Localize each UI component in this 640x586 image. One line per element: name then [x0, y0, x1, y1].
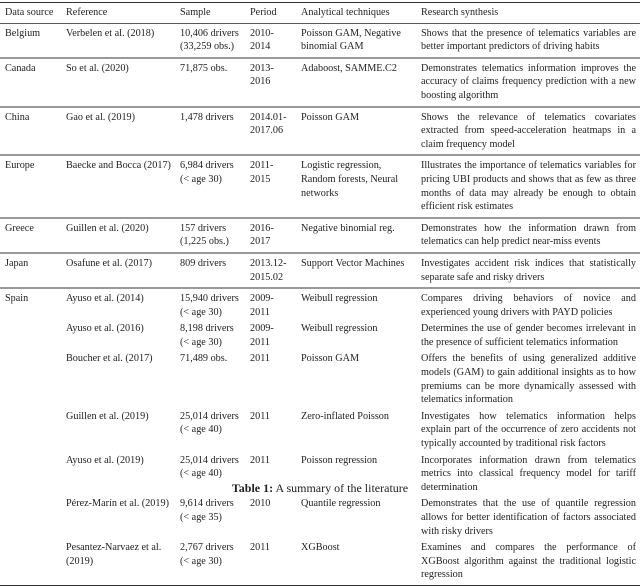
sample-cell: 157 drivers (1,225 obs.): [180, 222, 229, 248]
reference-cell: Ayuso et al. (2019): [66, 454, 144, 466]
source-cell: Japan: [5, 257, 29, 269]
source-group: [0, 155, 640, 217]
header-reference: Reference: [61, 3, 175, 24]
reference-cell: Baecke and Bocca (2017): [66, 160, 171, 172]
header-period: Period: [245, 3, 296, 24]
reference-cell: Guillen et al. (2019): [66, 410, 149, 422]
technique-cell: Adaboost, SAMME.C2: [301, 62, 397, 74]
synthesis-cell: Illustrates the importance of telematics variables for pricing UBI products and shows that as few as three months of data may already be enough to obtain efficient risk estimates: [421, 160, 636, 213]
reference-cell: Pesantez-Narvaez et al. (2019): [66, 542, 162, 567]
synthesis-cell: Incorporates information drawn from telematics metrics into classical frequency model for tariff determination: [421, 454, 636, 493]
table-row: [0, 540, 640, 585]
technique-cell: Logistic regression, Random forests, Neural networks: [301, 160, 399, 199]
table-row: [0, 23, 640, 58]
header-synthesis: Research synthesis: [416, 3, 640, 24]
reference-cell: Osafune et al. (2017): [66, 257, 152, 269]
sample-cell: 15,940 drivers (< age 30): [180, 293, 239, 318]
technique-cell: Negative binomial reg.: [301, 222, 395, 234]
period-cell: 2013-2016: [250, 62, 274, 88]
period-cell: 2010-2014: [250, 27, 274, 53]
table-row: [0, 321, 640, 351]
period-cell: 2010: [250, 498, 271, 510]
source-group: [0, 23, 640, 58]
sample-cell: 8,198 drivers (< age 30): [180, 323, 234, 348]
table-row: [0, 351, 640, 408]
synthesis-cell: Shows the relevance of telematics covariates extracted from speed-acceleration heatmaps in a claim frequency model: [421, 111, 636, 150]
technique-cell: Poisson regression: [301, 454, 378, 466]
technique-cell: XGBoost: [301, 542, 340, 554]
period-cell: 2011: [250, 454, 270, 466]
synthesis-cell: Demonstrates that the use of quantile regression allows for better identification of factors associated with risky drivers: [421, 498, 636, 537]
header-sample: Sample: [175, 3, 245, 24]
literature-table: [0, 2, 640, 586]
synthesis-cell: Shows that the presence of telematics variables are better important predictors of driving habits: [421, 27, 636, 53]
sample-cell: 6,984 drivers (< age 30): [180, 160, 234, 185]
table-row: [0, 409, 640, 453]
synthesis-cell: Compares driving behaviors of novice and experienced young drivers with PAYD policies: [421, 293, 636, 318]
period-cell: 2011: [250, 353, 270, 365]
technique-cell: Quantile regression: [301, 498, 381, 510]
period-cell: 2009-2011: [250, 293, 274, 318]
header-techniques: Analytical techniques: [296, 3, 416, 24]
source-cell: Canada: [5, 62, 36, 74]
period-cell: 2014.01-2017.06: [250, 111, 287, 137]
reference-cell: Pérez-Marín et al. (2019): [66, 498, 169, 510]
synthesis-cell: Investigates accident risk indices that statistically separate safe and risky drivers: [421, 257, 636, 283]
sample-cell: 71,875 obs.: [180, 62, 228, 74]
period-cell: 2011: [250, 542, 270, 554]
reference-cell: Gao et al. (2019): [66, 111, 136, 123]
sample-cell: 10,406 drivers (33,259 obs.): [180, 27, 239, 53]
source-cell: [0, 540, 61, 585]
technique-cell: Zero-inflated Poisson: [301, 410, 389, 422]
period-cell: 2016-2017: [250, 222, 274, 248]
source-group: [0, 218, 640, 253]
table-row: [0, 155, 640, 217]
table-row: [0, 58, 640, 107]
source-cell: [0, 496, 61, 540]
period-cell: 2011-2015: [250, 160, 274, 185]
reference-cell: Ayuso et al. (2014): [66, 293, 144, 305]
source-cell: Spain: [5, 293, 29, 305]
period-cell: 2009-2011: [250, 323, 274, 348]
source-cell: [0, 351, 61, 408]
table-row: [0, 218, 640, 253]
source-cell: Greece: [5, 222, 34, 234]
technique-cell: Support Vector Machines: [301, 257, 405, 269]
source-group: [0, 58, 640, 107]
technique-cell: Poisson GAM: [301, 111, 360, 123]
technique-cell: Weibull regression: [301, 293, 378, 305]
reference-cell: Boucher et al. (2017): [66, 353, 153, 365]
sample-cell: 25,014 drivers (< age 40): [180, 410, 239, 436]
header-row: [0, 3, 640, 24]
caption-text: A summary of the literature: [275, 481, 409, 495]
caption-label: Table 1:: [231, 481, 274, 495]
table-row: [0, 253, 640, 288]
sample-cell: 2,767 drivers (< age 30): [180, 542, 234, 567]
synthesis-cell: Investigates how telematics information helps explain part of the occurrence of zero accidents not typically accounted by traditional risk factors: [421, 410, 636, 450]
sample-cell: 1,478 drivers: [180, 111, 234, 123]
synthesis-cell: Determines the use of gender becomes irrelevant in the presence of sufficient telematics information: [421, 323, 636, 348]
synthesis-cell: Demonstrates telematics information improves the accuracy of claims frequency prediction with a new boosting algorithm: [421, 62, 636, 101]
source-group: [0, 253, 640, 288]
technique-cell: Poisson GAM: [301, 353, 360, 365]
sample-cell: 71,489 obs.: [180, 353, 228, 365]
table-row: [0, 496, 640, 540]
reference-cell: Verbelen et al. (2018): [66, 27, 155, 39]
source-cell: Belgium: [5, 27, 41, 39]
source-cell: China: [5, 111, 30, 123]
synthesis-cell: Examines and compares the performance of XGBoost algorithm against the traditional logistic regression: [421, 542, 636, 581]
sample-cell: 9,614 drivers (< age 35): [180, 498, 234, 523]
period-cell: 2013.12-2015.02: [250, 257, 287, 283]
source-group: [0, 288, 640, 585]
reference-cell: Guillen et al. (2020): [66, 222, 149, 234]
technique-cell: Poisson GAM, Negative binomial GAM: [301, 27, 401, 53]
table-row: [0, 288, 640, 321]
sample-cell: 809 drivers: [180, 257, 227, 269]
table-row: [0, 107, 640, 156]
sample-cell: 25,014 drivers (< age 40): [180, 454, 239, 480]
reference-cell: So et al. (2020): [66, 62, 129, 74]
header-data-source: Data source: [0, 3, 61, 24]
source-cell: [0, 321, 61, 351]
source-group: [0, 107, 640, 156]
source-cell: Europe: [5, 160, 35, 172]
source-cell: [0, 409, 61, 453]
reference-cell: Ayuso et al. (2016): [66, 323, 144, 335]
period-cell: 2011: [250, 410, 270, 422]
synthesis-cell: Demonstrates how the information drawn from telematics can help predict near-miss events: [421, 222, 636, 248]
synthesis-cell: Offers the benefits of using generalized additive models (GAM) to gain additional insights as to how premiums can be more dynamically assessed with telematics information: [421, 353, 636, 406]
technique-cell: Weibull regression: [301, 323, 378, 335]
